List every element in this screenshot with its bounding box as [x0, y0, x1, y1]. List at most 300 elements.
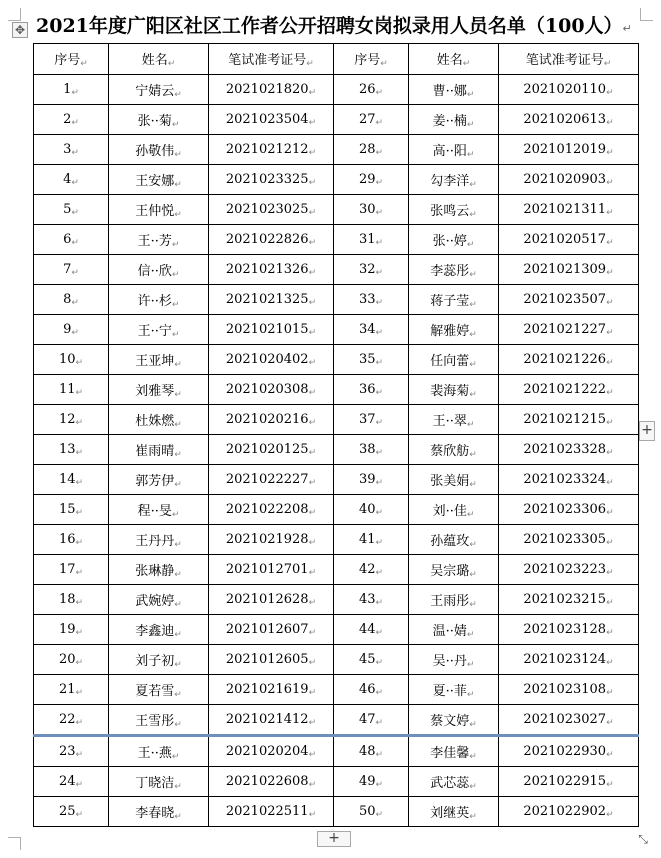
- paragraph-mark-icon: ↵: [174, 599, 182, 610]
- cell-text: 2021023027: [523, 711, 607, 727]
- paragraph-mark-icon: ↵: [174, 659, 182, 670]
- paragraph-mark-icon: ↵: [75, 447, 84, 458]
- add-row-button[interactable]: +: [317, 831, 351, 847]
- cell-text: 2021020308: [225, 381, 309, 397]
- table-cell[interactable]: [409, 797, 499, 827]
- table-cell[interactable]: [409, 165, 499, 195]
- cell-text: 37: [358, 411, 376, 427]
- table-cell[interactable]: [34, 75, 109, 105]
- table-cell[interactable]: [334, 435, 409, 465]
- cell-text: 2021023306: [523, 501, 607, 517]
- table-row: [34, 555, 639, 585]
- cell-text: 44: [358, 621, 376, 637]
- table-cell[interactable]: [334, 736, 409, 767]
- add-column-button[interactable]: +: [639, 421, 655, 441]
- paragraph-mark-icon: ↵: [308, 477, 317, 488]
- paragraph-mark-icon: ↵: [606, 267, 614, 278]
- table-cell[interactable]: [409, 585, 499, 615]
- cell-text: 王··燕: [137, 745, 172, 761]
- cell-text: 2021021212: [225, 141, 309, 157]
- table-cell[interactable]: [34, 495, 109, 525]
- table-cell[interactable]: [209, 645, 334, 675]
- table-cell[interactable]: [499, 375, 639, 405]
- cell-text: 夏若雪: [135, 683, 175, 699]
- cell-text: 2021022915: [523, 773, 607, 789]
- table-cell[interactable]: [109, 555, 209, 585]
- table-cell[interactable]: [334, 495, 409, 525]
- column-header-label: 姓名: [141, 53, 168, 68]
- table-cell[interactable]: [499, 705, 639, 736]
- paragraph-mark-icon: ↵: [606, 387, 614, 398]
- table-cell[interactable]: [209, 585, 334, 615]
- paragraph-mark-icon: ↵: [469, 781, 477, 792]
- paragraph-mark-icon: ↵: [75, 687, 84, 698]
- table-cell[interactable]: [34, 797, 109, 827]
- table-cell[interactable]: [499, 465, 639, 495]
- cell-text: 13: [58, 441, 76, 457]
- table-cell[interactable]: [209, 105, 334, 135]
- table-cell[interactable]: [109, 345, 209, 375]
- cell-text: 43: [358, 591, 376, 607]
- cell-text: 2: [63, 111, 72, 127]
- table-cell[interactable]: [499, 405, 639, 435]
- table-cell[interactable]: [499, 525, 639, 555]
- paragraph-mark-icon: ↵: [469, 359, 477, 370]
- cell-text: 2021023507: [523, 291, 607, 307]
- paragraph-mark-icon: ↵: [80, 59, 88, 69]
- cell-text: 25: [58, 803, 76, 819]
- table-cell[interactable]: [209, 435, 334, 465]
- paragraph-mark-icon: ↵: [75, 357, 84, 368]
- column-header: [334, 44, 409, 75]
- paragraph-mark-icon: ↵: [174, 479, 182, 490]
- table-cell[interactable]: [109, 675, 209, 705]
- table-cell[interactable]: [409, 465, 499, 495]
- table-cell[interactable]: [209, 705, 334, 736]
- table-row: [34, 675, 639, 705]
- table-cell[interactable]: [209, 285, 334, 315]
- table-cell[interactable]: [409, 495, 499, 525]
- table-cell[interactable]: [109, 285, 209, 315]
- table-cell[interactable]: [334, 105, 409, 135]
- column-header-label: 笔试准考证号: [525, 53, 604, 68]
- table-cell[interactable]: [334, 135, 409, 165]
- table-cell[interactable]: [34, 435, 109, 465]
- cell-text: 2021023328: [523, 441, 607, 457]
- cell-text: 2021021820: [225, 81, 309, 97]
- column-header: [209, 44, 334, 75]
- paragraph-mark-icon: ↵: [606, 687, 614, 698]
- table-cell[interactable]: [109, 405, 209, 435]
- table-cell[interactable]: [409, 645, 499, 675]
- cell-text: 16: [58, 531, 76, 547]
- table-cell[interactable]: [334, 315, 409, 345]
- cell-text: 王仲悦: [135, 203, 175, 219]
- table-cell[interactable]: [409, 225, 499, 255]
- table-cell[interactable]: [209, 615, 334, 645]
- table-cell[interactable]: [209, 195, 334, 225]
- table-cell[interactable]: [209, 315, 334, 345]
- paragraph-mark-icon: ↵: [171, 269, 180, 280]
- page-corner-mark: [8, 8, 21, 21]
- table-cell[interactable]: [334, 465, 409, 495]
- table-cell[interactable]: [334, 675, 409, 705]
- paragraph-mark-icon: ↵: [75, 657, 84, 668]
- cell-text: 23: [58, 743, 76, 759]
- cell-text: 36: [358, 381, 376, 397]
- cell-text: 2021023025: [225, 201, 309, 217]
- paragraph-mark-icon: ↵: [71, 147, 79, 158]
- cell-text: 2021022826: [225, 231, 309, 247]
- table-cell[interactable]: [209, 495, 334, 525]
- cell-text: 吴宗璐: [430, 563, 470, 579]
- table-cell[interactable]: [499, 736, 639, 767]
- table-cell[interactable]: [209, 555, 334, 585]
- paragraph-mark-icon: ↵: [71, 297, 79, 308]
- cell-text: 2021020125: [225, 441, 309, 457]
- table-cell[interactable]: [499, 767, 639, 797]
- table-cell[interactable]: [34, 255, 109, 285]
- table-cell[interactable]: [109, 615, 209, 645]
- table-cell[interactable]: [334, 767, 409, 797]
- table-row: [34, 105, 639, 135]
- cell-text: 22: [58, 711, 76, 727]
- table-cell[interactable]: [499, 195, 639, 225]
- table-cell[interactable]: [409, 555, 499, 585]
- cell-text: 勾李洋: [430, 173, 470, 189]
- table-row: [34, 285, 639, 315]
- table-cell[interactable]: [109, 705, 209, 736]
- cell-text: 信··欣: [137, 263, 172, 279]
- table-cell[interactable]: [499, 315, 639, 345]
- table-cell[interactable]: [409, 315, 499, 345]
- table-cell[interactable]: [334, 345, 409, 375]
- paragraph-mark-icon: ↵: [174, 419, 182, 430]
- table-cell[interactable]: [409, 675, 499, 705]
- table-cell[interactable]: [109, 195, 209, 225]
- table-cell[interactable]: [34, 465, 109, 495]
- table-cell[interactable]: [499, 555, 639, 585]
- cell-text: 2021023324: [523, 471, 607, 487]
- table-row: [34, 465, 639, 495]
- cell-text: 2021021619: [225, 681, 309, 697]
- cell-text: 2021020613: [523, 111, 607, 127]
- table-cell[interactable]: [109, 375, 209, 405]
- paragraph-mark-icon: ↵: [171, 239, 180, 250]
- paragraph-mark-icon: ↵: [71, 237, 79, 248]
- paragraph-mark-icon: ↵: [174, 689, 182, 700]
- table-cell[interactable]: [209, 465, 334, 495]
- paragraph-mark-icon: ↵: [469, 389, 477, 400]
- table-cell[interactable]: [209, 375, 334, 405]
- table-cell[interactable]: [409, 75, 499, 105]
- table-cell[interactable]: [109, 315, 209, 345]
- table-cell[interactable]: [499, 345, 639, 375]
- paragraph-mark-icon: ↵: [375, 447, 384, 458]
- table-cell[interactable]: [409, 345, 499, 375]
- table-cell[interactable]: [499, 285, 639, 315]
- cell-text: 47: [358, 711, 376, 727]
- table-cell[interactable]: [409, 255, 499, 285]
- table-cell[interactable]: [334, 195, 409, 225]
- table-cell[interactable]: [109, 135, 209, 165]
- cell-text: 2021012607: [225, 621, 309, 637]
- column-header: [34, 44, 109, 75]
- table-cell[interactable]: [334, 525, 409, 555]
- paragraph-mark-icon: ↵: [469, 329, 477, 340]
- table-cell[interactable]: [34, 405, 109, 435]
- table-cell[interactable]: [409, 105, 499, 135]
- paragraph-mark-icon: ↵: [308, 87, 317, 98]
- paragraph-mark-icon: ↵: [174, 179, 182, 190]
- cell-text: 2021021227: [523, 321, 607, 337]
- table-cell[interactable]: [334, 225, 409, 255]
- table-cell[interactable]: [499, 435, 639, 465]
- table-cell[interactable]: [109, 645, 209, 675]
- table-cell[interactable]: [109, 435, 209, 465]
- paragraph-mark-icon: ↵: [71, 267, 79, 278]
- paragraph-mark-icon: ↵: [375, 749, 384, 760]
- table-cell[interactable]: [209, 255, 334, 285]
- paragraph-mark-icon: ↵: [308, 687, 317, 698]
- paragraph-mark-icon: ↵: [469, 599, 477, 610]
- table-cell[interactable]: [499, 675, 639, 705]
- table-cell[interactable]: [409, 195, 499, 225]
- cell-text: 2021021309: [523, 261, 607, 277]
- table-cell[interactable]: [209, 135, 334, 165]
- table-cell[interactable]: [34, 195, 109, 225]
- cell-text: 王··宁: [137, 323, 172, 339]
- cell-text: 10: [58, 351, 76, 367]
- table-cell[interactable]: [209, 736, 334, 767]
- table-cell[interactable]: [34, 767, 109, 797]
- table-cell[interactable]: [34, 315, 109, 345]
- table-cell[interactable]: [34, 375, 109, 405]
- paragraph-mark-icon: ↵: [375, 117, 384, 128]
- paragraph-mark-icon: ↵: [606, 87, 614, 98]
- table-cell[interactable]: [499, 645, 639, 675]
- paragraph-mark-icon: ↵: [375, 267, 384, 278]
- table-cell[interactable]: [334, 645, 409, 675]
- table-cell[interactable]: [109, 525, 209, 555]
- table-cell[interactable]: [334, 585, 409, 615]
- cell-text: 11: [58, 381, 76, 397]
- cell-text: 武婉婷: [135, 593, 175, 609]
- table-cell[interactable]: [34, 675, 109, 705]
- paragraph-mark-icon: ↵: [308, 597, 317, 608]
- paragraph-mark-icon: ↵: [606, 507, 614, 518]
- column-header: [409, 44, 499, 75]
- cell-text: 2021022930: [523, 743, 607, 759]
- column-header-label: 笔试准考证号: [228, 53, 307, 68]
- table-cell[interactable]: [34, 645, 109, 675]
- table-cell[interactable]: [334, 285, 409, 315]
- paragraph-mark-icon: ↵: [75, 627, 84, 638]
- paragraph-mark-icon: ↵: [380, 59, 388, 69]
- table-cell[interactable]: [334, 165, 409, 195]
- table-cell[interactable]: [499, 135, 639, 165]
- paragraph-mark-icon: ↵: [375, 809, 384, 820]
- table-cell[interactable]: [209, 767, 334, 797]
- table-cell[interactable]: [34, 135, 109, 165]
- table-cell[interactable]: [409, 736, 499, 767]
- cell-text: 姜··楠: [432, 113, 467, 129]
- paragraph-mark-icon: ↵: [606, 447, 614, 458]
- table-cell[interactable]: [34, 705, 109, 736]
- paragraph-mark-icon: ↵: [308, 237, 317, 248]
- table-cell[interactable]: [34, 615, 109, 645]
- table-cell[interactable]: [34, 345, 109, 375]
- paragraph-mark-icon: ↵: [466, 119, 475, 130]
- cell-text: 裴海菊: [430, 383, 470, 399]
- paragraph-mark-icon: ↵: [466, 629, 475, 640]
- paragraph-mark-icon: ↵: [606, 597, 614, 608]
- table-cell[interactable]: [34, 736, 109, 767]
- paragraph-mark-icon: ↵: [308, 749, 317, 760]
- table-cell[interactable]: [109, 465, 209, 495]
- table-cell[interactable]: [409, 767, 499, 797]
- table-cell[interactable]: [209, 525, 334, 555]
- table-cell[interactable]: [499, 255, 639, 285]
- table-cell[interactable]: [209, 797, 334, 827]
- table-cell[interactable]: [334, 405, 409, 435]
- cell-text: 17: [58, 561, 76, 577]
- paragraph-mark-icon: ↵: [606, 297, 614, 308]
- table-cell[interactable]: [209, 675, 334, 705]
- table-cell[interactable]: [409, 135, 499, 165]
- table-cell[interactable]: [334, 75, 409, 105]
- cell-text: 2021023504: [225, 111, 309, 127]
- table-cell[interactable]: [209, 165, 334, 195]
- table-cell[interactable]: [34, 555, 109, 585]
- table-cell[interactable]: [109, 225, 209, 255]
- paragraph-mark-icon: ↵: [171, 299, 180, 310]
- table-cell[interactable]: [209, 75, 334, 105]
- cell-text: 1: [63, 81, 72, 97]
- table-cell[interactable]: [109, 255, 209, 285]
- table-cell[interactable]: [499, 797, 639, 827]
- cell-text: 48: [358, 743, 376, 759]
- cell-text: 12: [58, 411, 76, 427]
- table-cell[interactable]: [409, 405, 499, 435]
- paragraph-mark-icon: ↵: [174, 449, 182, 460]
- table-cell[interactable]: [334, 255, 409, 285]
- table-cell[interactable]: [109, 495, 209, 525]
- cell-text: 35: [358, 351, 376, 367]
- table-cell[interactable]: [499, 225, 639, 255]
- table-cell[interactable]: [209, 345, 334, 375]
- table-cell[interactable]: [499, 585, 639, 615]
- paragraph-mark-icon: ↵: [466, 659, 475, 670]
- paragraph-mark-icon: ↵: [469, 479, 477, 490]
- table-cell[interactable]: [109, 736, 209, 767]
- table-cell[interactable]: [409, 525, 499, 555]
- cell-text: 2021021325: [225, 291, 309, 307]
- cell-text: 王··芳: [137, 233, 172, 249]
- cell-text: 解雅婷: [430, 323, 470, 339]
- paragraph-mark-icon: ↵: [71, 327, 79, 338]
- table-cell[interactable]: [209, 225, 334, 255]
- paragraph-mark-icon: ↵: [469, 299, 477, 310]
- cell-text: 王··翠: [432, 413, 467, 429]
- table-resize-handle-icon[interactable]: ⤡: [638, 832, 648, 846]
- paragraph-mark-icon: ↵: [606, 749, 614, 760]
- table-cell[interactable]: [499, 105, 639, 135]
- table-cell[interactable]: [499, 615, 639, 645]
- cell-text: 30: [358, 201, 376, 217]
- cell-text: 张鸣云: [430, 203, 470, 219]
- table-cell[interactable]: [109, 165, 209, 195]
- table-cell[interactable]: [109, 75, 209, 105]
- paragraph-mark-icon: ↵: [174, 359, 182, 370]
- table-cell[interactable]: [34, 285, 109, 315]
- table-cell[interactable]: [499, 75, 639, 105]
- table-cell[interactable]: [34, 225, 109, 255]
- table-row: [34, 767, 639, 797]
- paragraph-mark-icon: ↵: [466, 509, 475, 520]
- table-cell[interactable]: [334, 705, 409, 736]
- table-cell[interactable]: [409, 705, 499, 736]
- table-cell[interactable]: [334, 615, 409, 645]
- table-cell[interactable]: [409, 615, 499, 645]
- column-header-label: 序号: [354, 53, 381, 68]
- table-cell[interactable]: [34, 525, 109, 555]
- table-cell[interactable]: [109, 585, 209, 615]
- table-cell[interactable]: [499, 165, 639, 195]
- table-cell[interactable]: [499, 495, 639, 525]
- cell-text: 蔡文婷: [430, 713, 470, 729]
- cell-text: 2021020216: [225, 411, 309, 427]
- table-cell[interactable]: [334, 555, 409, 585]
- paragraph-mark-icon: ↵: [174, 629, 182, 640]
- cell-text: 刘雅琴: [135, 383, 175, 399]
- cell-text: 20: [58, 651, 76, 667]
- cell-text: 2021020517: [523, 231, 607, 247]
- cell-text: 2021020903: [523, 171, 607, 187]
- column-header-label: 序号: [54, 53, 81, 68]
- table-row: [34, 615, 639, 645]
- table-cell[interactable]: [334, 375, 409, 405]
- table-body: [34, 75, 639, 827]
- paragraph-mark-icon: ↵: [75, 809, 84, 820]
- table-cell[interactable]: [34, 585, 109, 615]
- table-move-handle-icon[interactable]: ✥: [12, 22, 28, 38]
- table-cell[interactable]: [109, 105, 209, 135]
- table-cell[interactable]: [109, 797, 209, 827]
- table-cell[interactable]: [34, 105, 109, 135]
- cell-text: 张··菊: [137, 113, 172, 129]
- cell-text: 刘子初: [135, 653, 175, 669]
- table-cell[interactable]: [409, 375, 499, 405]
- table-cell[interactable]: [34, 165, 109, 195]
- cell-text: 4: [63, 171, 72, 187]
- cell-text: 2021012019: [523, 141, 607, 157]
- table-cell[interactable]: [109, 767, 209, 797]
- paragraph-mark-icon: ↵: [308, 147, 317, 158]
- cell-text: 王雨彤: [430, 593, 470, 609]
- document-title-text: 2021年度广阳区社区工作者公开招聘女岗拟录用人员名单（100人）: [36, 15, 623, 37]
- table-cell[interactable]: [334, 797, 409, 827]
- table-cell[interactable]: [409, 285, 499, 315]
- cell-text: 2021023124: [523, 651, 607, 667]
- table-cell[interactable]: [409, 435, 499, 465]
- page-corner-mark: [8, 837, 21, 850]
- cell-text: 程··旻: [137, 503, 172, 519]
- paragraph-mark-icon: ↵: [375, 537, 384, 548]
- table-cell[interactable]: [209, 405, 334, 435]
- paragraph-mark-icon: ↵: [606, 177, 614, 188]
- paragraph-mark-icon: ↵: [75, 387, 84, 398]
